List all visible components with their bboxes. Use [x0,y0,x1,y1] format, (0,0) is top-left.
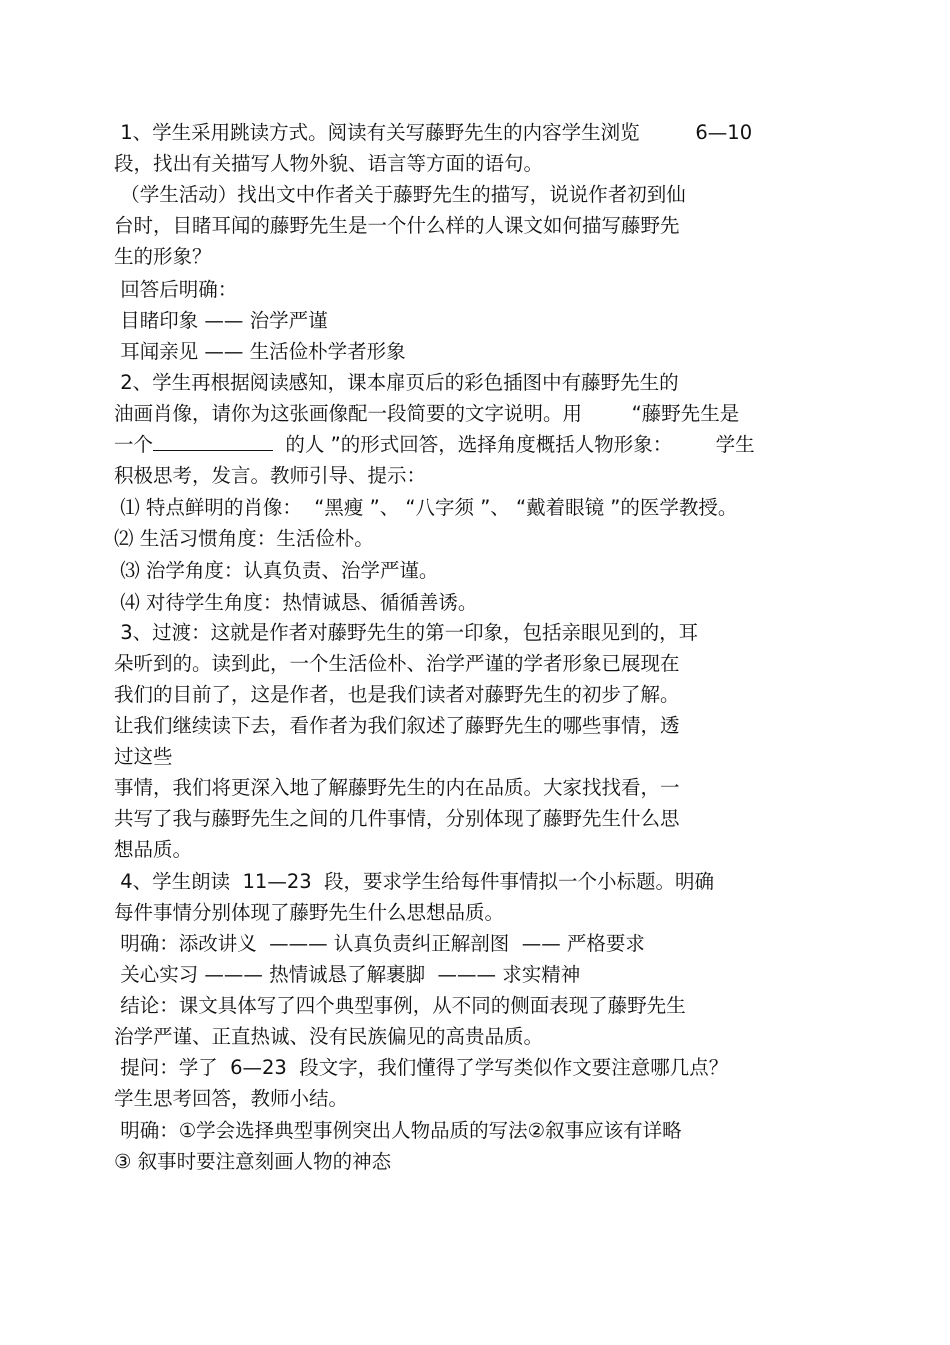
text-line-9: 2、学生再根据阅读感知，课本扉页后的彩色插图中有藤野先生的 [114,371,679,394]
text-before-blank: 一个 [114,433,154,456]
text-line-21: 过这些 [114,745,173,768]
text-line-7: 目睹印象 —— 治学严谨 [114,309,328,332]
text-line-25: 4、学生朗读 11—23 段，要求学生给每件事情拟一个小标题。明确 [114,870,715,893]
text-line-16: ⑷ 对待学生角度：热情诚恳、循循善诱。 [114,591,478,614]
text-line-26: 每件事情分别体现了藤野先生什么思想品质。 [114,901,505,924]
text-line-24: 想品质。 [114,838,193,861]
text-line-32: 学生思考回答，教师小结。 [114,1087,349,1110]
text-line-2: 段，找出有关描写人物外貌、语言等方面的语句。 [114,152,544,175]
text-line-20: 让我们继续读下去，看作者为我们叙述了藤野先生的哪些事情，透 [114,714,680,737]
text-line-6: 回答后明确： [114,278,238,301]
text-line-4: 台时，目睹耳闻的藤野先生是一个什么样的人课文如何描写藤野先 [114,214,680,237]
answer-blank [153,432,273,451]
text-line-28: 关心实习 ——— 热情诚恳了解裹脚 ——— 求实精神 [114,963,581,986]
text-line-3: （学生活动）找出文中作者关于藤野先生的描写，说说作者初到仙 [114,183,686,206]
text-line-23: 共写了我与藤野先生之间的几件事情，分别体现了藤野先生什么思 [114,807,680,830]
text-line-15: ⑶ 治学角度：认真负责、治学严谨。 [114,559,439,582]
text-line-34: ③ 叙事时要注意刻画人物的神态 [114,1150,392,1173]
text-line-17: 3、过渡：这就是作者对藤野先生的第一印象，包括亲眼见到的，耳 [114,621,699,644]
text-line-33: 明确：①学会选择典型事例突出人物品质的写法②叙事应该有详略 [114,1119,682,1142]
text-line-30: 治学严谨、正直热诚、没有民族偏见的高贵品质。 [114,1025,544,1048]
text-line-11 [114,432,755,458]
text-line-18: 朵听到的。读到此，一个生活俭朴、治学严谨的学者形象已展现在 [114,652,680,675]
text-line-8: 耳闻亲见 —— 生活俭朴学者形象 [114,340,406,363]
text-line-27: 明确：添改讲义 ——— 认真负责纠正解剖图 —— 严格要求 [114,932,645,955]
text-line-19: 我们的目前了，这是作者，也是我们读者对藤野先生的初步了解。 [114,683,680,706]
text-line-13: ⑴ 特点鲜明的肖像： “黑瘦 ”、 “八字须 ”、 “戴着眼镜 ”的医学教授。 [114,496,738,519]
text-line-31: 提问：学了 6—23 段文字，我们懂得了学写类似作文要注意哪几点？ [114,1056,729,1079]
text-line-10: 油画肖像，请你为这张画像配一段简要的文字说明。用 “藤野先生是 [114,402,740,425]
text-line-22: 事情，我们将更深入地了解藤野先生的内在品质。大家找找看，一 [114,776,680,799]
text-line-5: 生的形象？ [114,245,212,268]
text-line-29: 结论：课文具体写了四个典型事例，从不同的侧面表现了藤野先生 [114,994,686,1017]
text-line-14: ⑵ 生活习惯角度：生活俭朴。 [114,527,374,550]
text-line-12: 积极思考，发言。教师引导、提示： [114,464,427,487]
text-after-blank: 的人 ”的形式回答，选择角度概括人物形象： 学生 [273,433,755,456]
text-line-1: 1、学生采用跳读方式。阅读有关写藤野先生的内容学生浏览 6—10 [114,121,753,144]
